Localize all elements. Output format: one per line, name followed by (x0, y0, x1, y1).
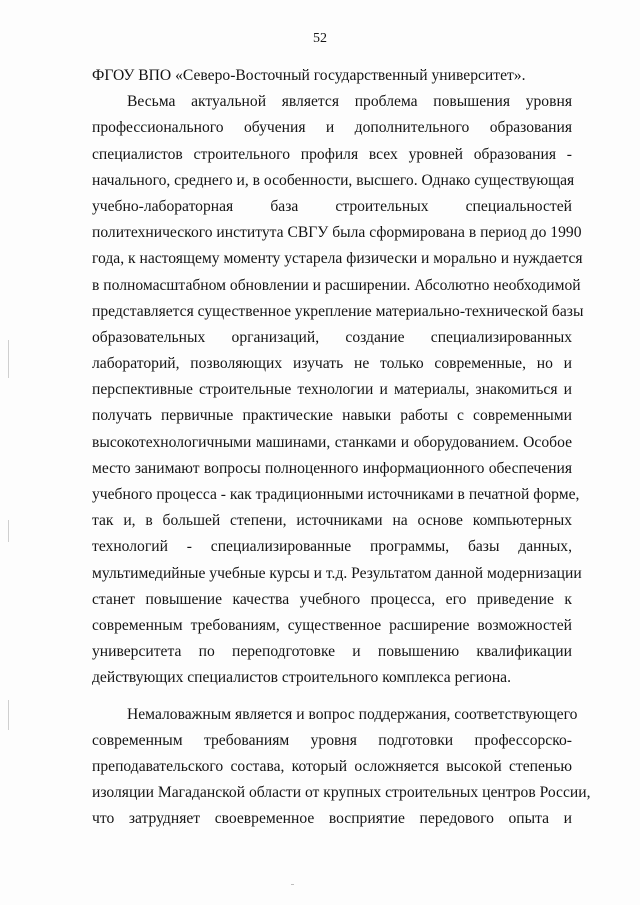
text-line: профессионального обучения и дополнительного образования (92, 119, 572, 137)
paragraph-gap (92, 692, 572, 702)
scan-artifact (8, 520, 9, 542)
text-line: ФГОУ ВПО «Северо-Восточный государственный университет». (92, 67, 526, 84)
text-line: представляется существенное укрепление материально-технической базы (92, 302, 584, 320)
text-line: так и, в большей степени, источниками на основе компьютерных (92, 512, 572, 530)
text-line: образовательных организаций, создание специализированных (92, 328, 572, 346)
text-line: действующих специалистов строительного комплекса региона. (92, 669, 511, 687)
text-line: технологий - специализированные программы, базы данных, (92, 538, 572, 556)
text-line: изоляции Магаданской области от крупных строительных центров России, (92, 784, 591, 802)
text-line: современным требованиям, существенное расширение возможностей (92, 616, 572, 634)
text-line: мультимедийные учебные курсы и т.д. Результатом данной модернизации (92, 564, 582, 582)
text-line: станет повышение качества учебного процесса, его приведение к (92, 590, 572, 608)
scan-artifact (8, 700, 9, 730)
text-line: лабораторий, позволяющих изучать не только современные, но и (92, 355, 572, 373)
text-line: высокотехнологичными машинами, станками и оборудованием. Особое (92, 433, 572, 451)
text-line: место занимают вопросы полноценного информационного обеспечения (92, 459, 572, 477)
text-line: года, к настоящему моменту устарела физически и морально и нуждается (92, 250, 583, 268)
text-line: университета по переподготовке и повышению квалификации (92, 643, 572, 661)
text-line: начального, среднего и, в особенности, высшего. Однако существующая (92, 171, 575, 189)
text-line: перспективные строительные технологии и материалы, знакомиться и (92, 381, 572, 399)
text-line: что затрудняет своевременное восприятие передового опыта и (92, 810, 572, 828)
text-line: преподавательского состава, который осложняется высокой степенью (92, 757, 572, 775)
scan-artifact (8, 340, 9, 378)
body-text (92, 63, 591, 832)
page-number: 52 (313, 31, 327, 46)
text-line: Весьма актуальной является проблема повышения уровня (127, 93, 572, 111)
text-line: в полномасштабном обновлении и расширении. Абсолютно необходимой (92, 276, 581, 294)
text-line: Немаловажным является и вопрос поддержания, соответствующего (127, 705, 578, 723)
scan-artifact (291, 884, 294, 885)
text-line: современным требованиям уровня подготовки профессорско- (92, 731, 572, 749)
text-line: учебно-лабораторная база строительных специальностей (92, 197, 572, 215)
text-line: учебного процесса - как традиционными источниками в печатной форме, (92, 486, 580, 503)
text-line: получать первичные практические навыки работы с современными (92, 407, 572, 425)
text-line: политехнического института СВГУ была сформирована в период до 1990 (92, 224, 582, 242)
text-line: специалистов строительного профиля всех уровней образования - (92, 145, 572, 163)
